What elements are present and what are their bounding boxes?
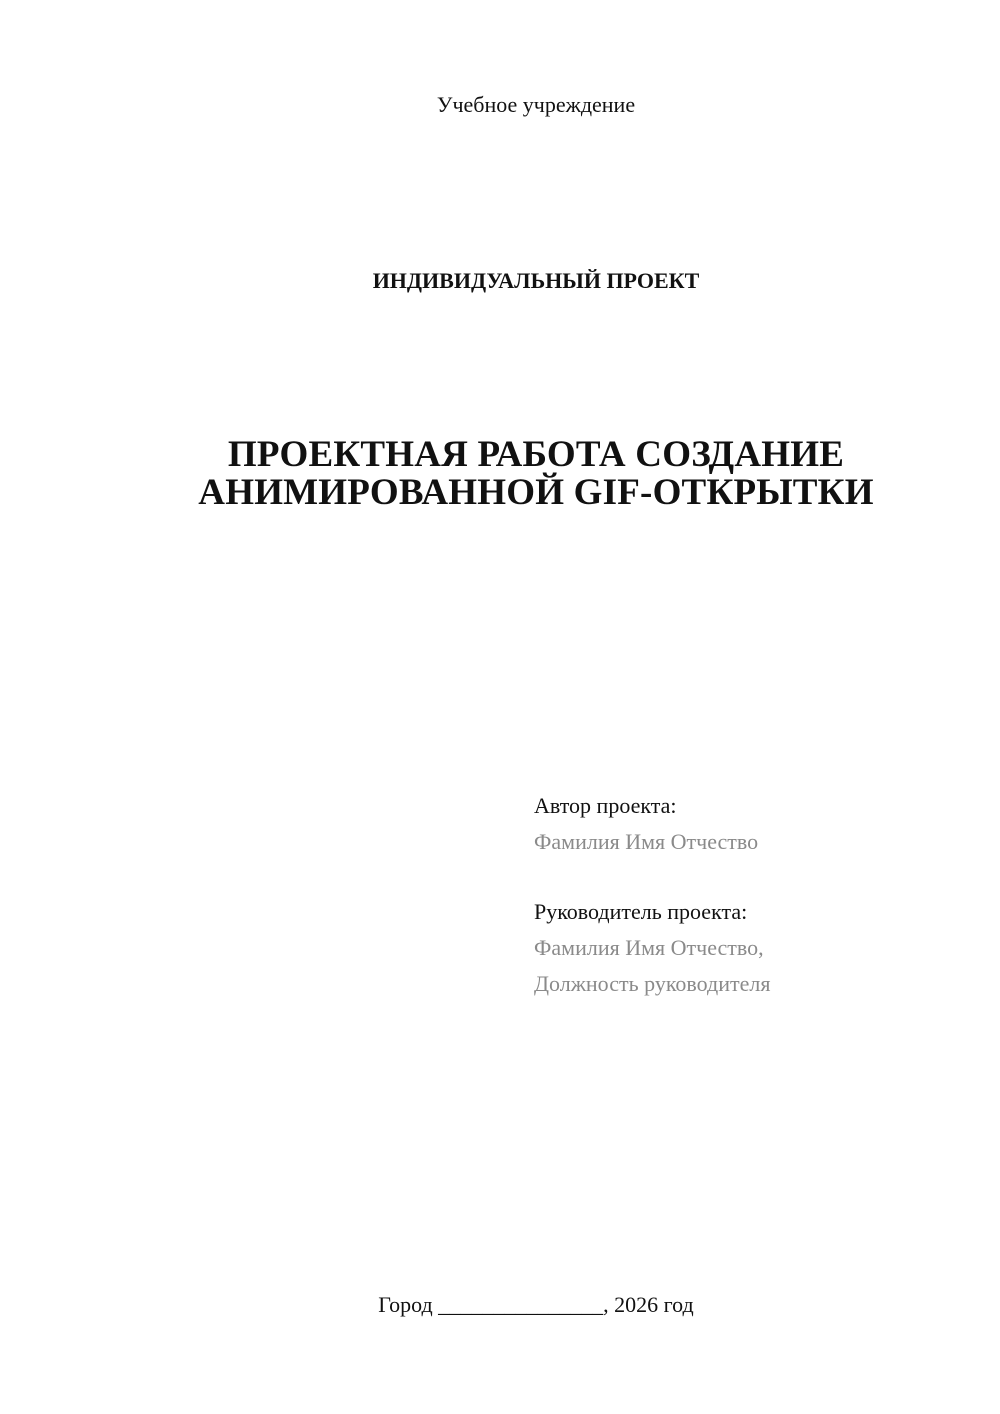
project-title xyxy=(0,436,1000,512)
supervisor-position: Должность руководителя xyxy=(534,971,771,996)
project-title-line-2: АНИМИРОВАННОЙ GIF-ОТКРЫТКИ xyxy=(198,472,874,513)
author-name: Фамилия Имя Отчество xyxy=(534,829,759,854)
project-title-line-1: ПРОЕКТНАЯ РАБОТА СОЗДАНИЕ xyxy=(227,434,845,475)
city-year-line: Город _______________, 2026 год xyxy=(378,1292,694,1317)
institution-name: Учебное учреждение xyxy=(436,92,636,117)
supervisor-label: Руководитель проекта: xyxy=(534,899,748,924)
info-spacer xyxy=(534,860,974,894)
supervisor-name: Фамилия Имя Отчество, xyxy=(534,935,764,960)
project-info-block xyxy=(534,788,974,1002)
author-label: Автор проекта: xyxy=(534,793,677,818)
project-type-heading: ИНДИВИДУАЛЬНЫЙ ПРОЕКТ xyxy=(372,268,700,293)
